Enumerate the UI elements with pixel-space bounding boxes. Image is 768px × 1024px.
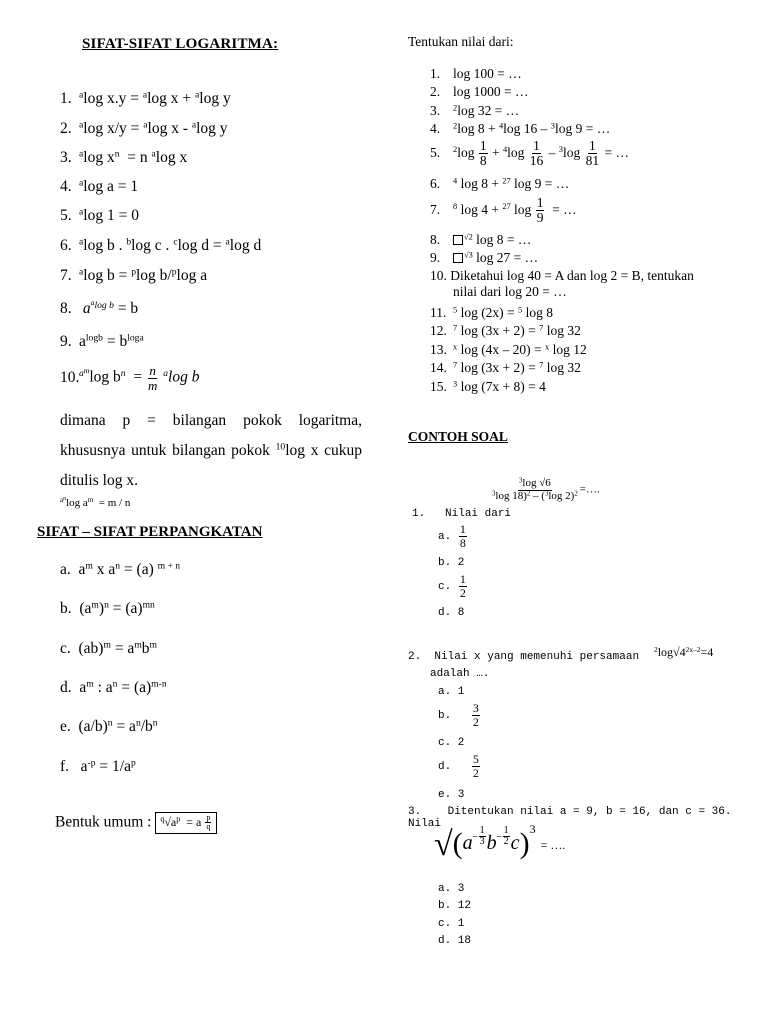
logarithm-properties-title: SIFAT-SIFAT LOGARITMA: — [82, 36, 279, 52]
log-property-7: 7. $^a$log b = $^p$log b/$^p$log a — [60, 266, 208, 284]
exercise-5: 5. $^2$log $\frac{1}{8}$ + $^4$log $\frac{1}{16}$ – $^3$log $\frac{1}{81}$ = … — [430, 138, 629, 169]
question-1-option-c: c. $\frac{1}{2}$ — [438, 572, 466, 600]
log-power-note: $^{an}$log $a^m = m / n$ — [60, 495, 131, 509]
exp-property-a: a. $a^m$ x $a^n = (a)$ $^{m + n}$ — [60, 560, 181, 578]
exp-property-b: b. $(a^m)^n = (a)^{mn}$ — [60, 599, 155, 617]
exercise-1: 1. log 100 = … — [430, 66, 522, 81]
exercise-9: 9. $^{√3}$ log 27 = … — [430, 250, 539, 265]
log-property-6: 6. $^a$log b . $^b$log c . $^c$log d = $^a$log d — [60, 236, 262, 254]
exercise-14: 14. $^7$ log (3x + 2) = $^7$ log 32 — [430, 360, 581, 375]
log-property-5: 5. $^a$log 1 = 0 — [60, 206, 139, 224]
exercise-3: 3. $^2$log 32 = … — [430, 103, 520, 118]
base-note-paragraph: dimana p = bilangan pokok logaritma, khususnya untuk bilangan pokok $^{10}$log x cukup ditulis log x. — [60, 412, 363, 489]
question-2-option-b: b. $\frac{3}{2}$ — [438, 701, 479, 729]
question-1-option-b: b. 2 — [438, 557, 465, 569]
exp-property-d: d. $a^m$ : $a^n = (a)^{m-n}$ — [60, 678, 167, 696]
question-3-option-b: b. 12 — [438, 900, 472, 912]
question-1-label: 1. Nilai dari — [412, 508, 512, 520]
question-2-equation: $^2\log√4^{2x-2}=4$ — [654, 644, 714, 659]
log-property-1: 1. $^a$log x.y = $^a$log x + $^a$log y — [60, 89, 231, 107]
log-property-4: 4. $^a$log a = 1 — [60, 177, 139, 195]
question-2-text-2: adalah …. — [430, 668, 490, 680]
question-3-option-c: c. 1 — [438, 918, 465, 930]
exp-property-f: f. $a^{-p} = 1/a^p$ — [60, 757, 136, 775]
exercise-15: 15. $^3$ log (7x + 8) = 4 — [430, 379, 546, 394]
question-3-text: 3. Ditentukan nilai a = 9, b = 16, dan c = 36. Nilai — [408, 806, 732, 830]
exercise-8: 8. $^{√2}$ log 8 = … — [430, 232, 532, 247]
log-property-3: 3. $^a$log $x^n = n$ $^a$log x — [60, 148, 188, 166]
example-problems-title: CONTOH SOAL — [408, 429, 508, 444]
question-3-option-a: a. 3 — [438, 883, 465, 895]
exercise-12: 12. $^7$ log (3x + 2) = $^7$ log 32 — [430, 323, 581, 338]
exercise-13: 13. $^x$ log (4x – 20) = $^x$ log 12 — [430, 342, 587, 357]
square-glyph-icon — [453, 235, 463, 245]
exercise-10: 10. Diketahui log 40 = A dan log 2 = B, tentukan nilai dari log 20 = … — [430, 268, 694, 299]
question-1-option-a: a. $\frac{1}{8}$ — [438, 522, 466, 550]
exercise-2: 2. log 1000 = … — [430, 84, 529, 99]
general-form: Bentuk umum : $^q√a^p = a$ $\frac{p}{q}$ — [55, 812, 217, 834]
exponent-properties-title: SIFAT – SIFAT PERPANGKATAN — [37, 524, 263, 540]
question-1-option-d: d. 8 — [438, 607, 465, 619]
log-property-9: 9. $a^{logb} = b^{loga}$ — [60, 332, 144, 350]
exercise-7: 7. $^8$ log 4 + $^{27}$ log $\frac{1}{9}$ = … — [430, 195, 577, 226]
question-2-option-e: e. 3 — [438, 789, 465, 801]
question-3-option-d: d. 18 — [438, 935, 472, 947]
general-form-box: $^q√a^p = a$ $\frac{p}{q}$ — [155, 812, 217, 834]
log-property-10: 10.$^{a^m}$log $b^n$ = $\frac{n}{m}$ $^a$log b — [60, 363, 200, 393]
exercise-6: 6. $^4$ log 8 + $^{27}$ log 9 = … — [430, 176, 570, 191]
exp-property-c: c. $(ab)^m = a^mb^m$ — [60, 639, 157, 657]
log-property-8: 8. $a^{^alog b} = b$ — [60, 298, 139, 317]
question-2-option-d: d. $\frac{5}{2}$ — [438, 752, 479, 780]
question-2-text: 2. Nilai x yang memenuhi persamaan — [408, 651, 640, 663]
question-3-expression: $√(a^{- \frac{1}{3}}$ $b^{- \frac{1}{2}}$ c)$^3$ = …. — [434, 822, 566, 863]
exercise-heading: Tentukan nilai dari: — [408, 34, 514, 49]
exp-property-e: e. $(a/b)^n = a^n/b^n$ — [60, 717, 158, 735]
question-2-option-a: a. 1 — [438, 686, 465, 698]
question-2-option-c: c. 2 — [438, 737, 465, 749]
exercise-11: 11. $^5$ log (2x) = $^5$ log 8 — [430, 305, 553, 320]
exercise-4: 4. $^2$log 8 + $^4$log 16 – $^3$log 9 = … — [430, 121, 611, 136]
log-property-2: 2. $^a$log x/y = $^a$log x - $^a$log y — [60, 119, 228, 137]
square-glyph-icon — [453, 253, 463, 263]
question-1-expression: $\frac{^3\log √6}{^3\log 18)^2 - (^3\log 2)^2}$ =…. — [492, 477, 600, 502]
